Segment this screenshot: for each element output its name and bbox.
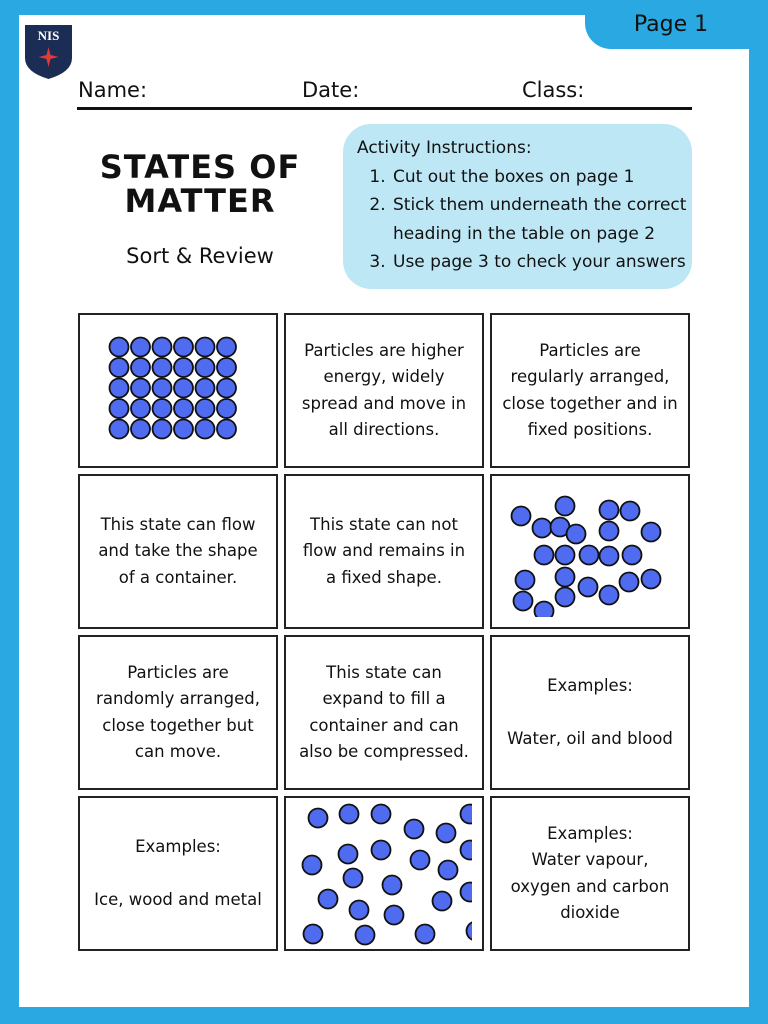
particle	[535, 601, 554, 617]
particle	[620, 572, 639, 591]
particle	[642, 569, 661, 588]
card	[78, 796, 278, 951]
particle	[153, 358, 172, 377]
card-text: Examples: Water, oil and blood	[507, 675, 673, 748]
particle	[461, 841, 473, 860]
particle	[217, 399, 236, 418]
name-label: Name:	[78, 78, 148, 102]
particle	[461, 805, 473, 824]
particle	[174, 419, 193, 438]
particle	[174, 378, 193, 397]
particle	[579, 577, 598, 596]
particle	[372, 805, 391, 824]
card-text: This state can not flow and remains in a fixed shape.	[302, 514, 466, 587]
particle	[196, 337, 215, 356]
particle	[556, 567, 575, 586]
particle	[319, 890, 338, 909]
particle	[131, 337, 150, 356]
instruction-step: 2. Stick them underneath the correct heading in the table on page 2	[391, 191, 692, 248]
particle	[623, 545, 642, 564]
card-text: This state can flow and take the shape of a container.	[98, 514, 258, 587]
solid-particles-icon	[108, 336, 248, 446]
card-liquid-diagram	[490, 474, 690, 629]
particle	[110, 337, 129, 356]
card-text: Particles are randomly arranged, close together but can move.	[96, 662, 260, 761]
instructions-box	[343, 124, 692, 289]
particle	[153, 399, 172, 418]
particle	[556, 587, 575, 606]
particle	[467, 922, 473, 941]
header-divider	[77, 107, 692, 110]
particle	[556, 496, 575, 515]
particle	[405, 820, 424, 839]
instruction-step: 1. Cut out the boxes on page 1	[391, 163, 692, 192]
particle	[621, 501, 640, 520]
instruction-step: 3. Use page 3 to check your answers	[391, 248, 692, 277]
gas-particles-icon	[296, 798, 472, 949]
particle	[372, 841, 391, 860]
particle	[461, 883, 473, 902]
particle	[303, 856, 322, 875]
card-text: Particles are higher energy, widely spread and move in all directions.	[301, 340, 467, 439]
particle	[350, 901, 369, 920]
worksheet-title: STATES OF MATTER	[99, 148, 301, 220]
particle	[110, 358, 129, 377]
particle	[217, 378, 236, 397]
card	[490, 796, 690, 951]
card	[284, 474, 484, 629]
worksheet-subtitle: Sort & Review	[126, 244, 274, 268]
particle	[516, 570, 535, 589]
svg-text:NIS: NIS	[37, 28, 60, 43]
date-label: Date:	[302, 78, 360, 102]
particle	[153, 378, 172, 397]
card-text: Particles are regularly arranged, close together and in fixed positions.	[502, 340, 678, 439]
card-text: Examples: Ice, wood and metal	[94, 836, 262, 909]
particle	[356, 926, 375, 945]
particle	[153, 419, 172, 438]
card	[490, 313, 690, 468]
particle	[196, 378, 215, 397]
particle	[437, 824, 456, 843]
particle	[304, 925, 323, 944]
particle	[110, 419, 129, 438]
particle	[642, 522, 661, 541]
header-row	[78, 78, 692, 104]
particle	[439, 861, 458, 880]
particle	[600, 546, 619, 565]
particle	[556, 545, 575, 564]
card	[490, 635, 690, 790]
particle	[174, 337, 193, 356]
particle	[344, 869, 363, 888]
particle	[533, 518, 552, 537]
particle	[600, 585, 619, 604]
card	[78, 474, 278, 629]
liquid-particles-icon	[502, 487, 678, 617]
particle	[196, 419, 215, 438]
particle	[131, 419, 150, 438]
particle	[411, 851, 430, 870]
particle	[567, 524, 586, 543]
particle	[131, 358, 150, 377]
card	[284, 635, 484, 790]
particle	[580, 545, 599, 564]
particle	[217, 358, 236, 377]
card-text: This state can expand to fill a container and can also be compressed.	[299, 662, 469, 761]
particle	[174, 358, 193, 377]
particle	[514, 591, 533, 610]
particle	[512, 506, 531, 525]
card	[284, 313, 484, 468]
class-label: Class:	[522, 78, 585, 102]
page-number-label: Page 1	[633, 12, 709, 37]
particle	[131, 399, 150, 418]
instructions-heading: Activity Instructions:	[357, 138, 532, 158]
particle	[433, 892, 452, 911]
particle	[385, 906, 404, 925]
particle	[217, 337, 236, 356]
particle	[196, 358, 215, 377]
particle	[196, 399, 215, 418]
particle	[309, 809, 328, 828]
card-gas-diagram	[284, 796, 484, 951]
page-number-tab	[585, 0, 749, 49]
particle	[340, 805, 359, 824]
particle	[131, 378, 150, 397]
card-solid-diagram	[78, 313, 278, 468]
particle	[174, 399, 193, 418]
particle	[153, 337, 172, 356]
particle	[416, 925, 435, 944]
particle	[600, 521, 619, 540]
card-text: Examples: Water vapour, oxygen and carbon dioxide	[510, 823, 670, 922]
particle	[535, 545, 554, 564]
particle	[110, 378, 129, 397]
particle	[110, 399, 129, 418]
instructions-list	[357, 163, 692, 277]
particle	[217, 419, 236, 438]
school-logo	[24, 24, 73, 80]
particle	[383, 876, 402, 895]
particle	[600, 500, 619, 519]
card	[78, 635, 278, 790]
particle	[339, 845, 358, 864]
